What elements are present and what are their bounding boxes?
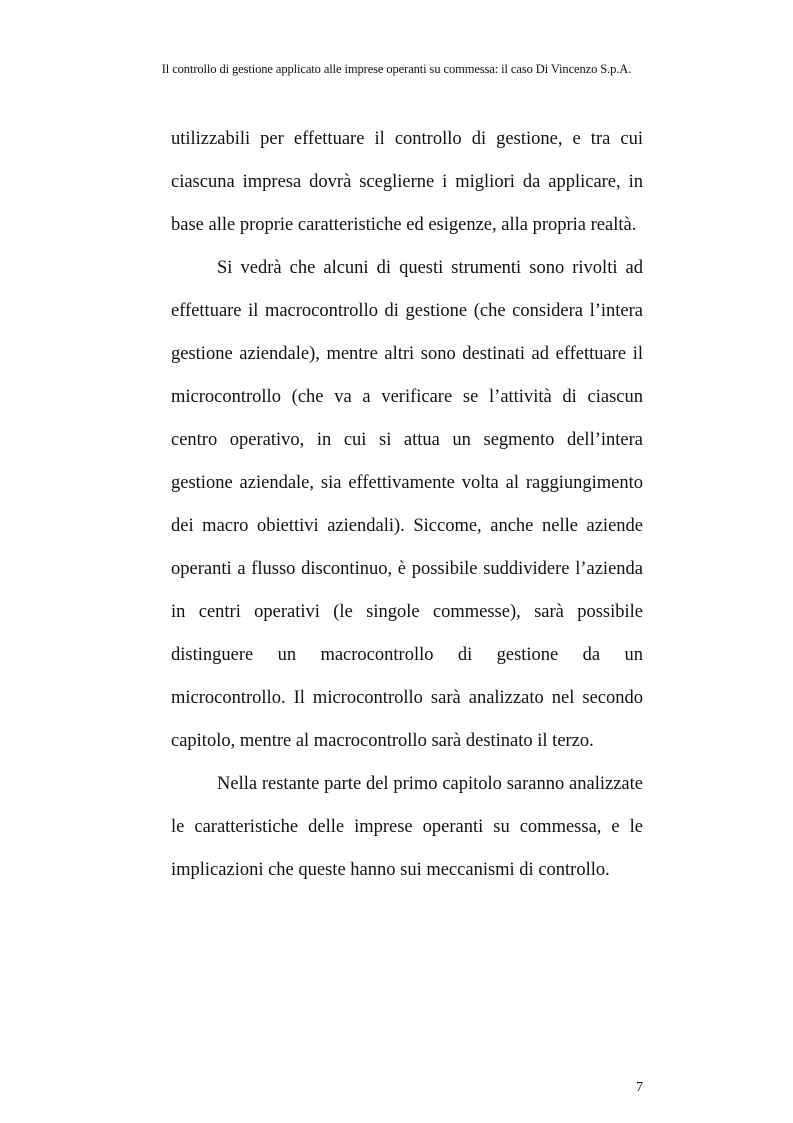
paragraph-2: Si vedrà che alcuni di questi strumenti sono rivolti ad effettuare il macrocontrollo di gestione (che considera l’intera gestione aziendale), mentre altri sono destinati ad effettuare il microcontrollo (che va a verificare se l’attività di ciascun centro operativo, in cui si attua un segmento dell’intera gestione aziendale, sia effettivamente volta al raggiungimento dei macro obiettivi aziendali). Siccome, anche nelle aziende operanti a flusso discontinuo, è possibile suddividere l’azienda in centri operativi (le singole commesse), sarà possibile distinguere un macrocontrollo di gestione da un microcontrollo. Il microcontrollo sarà analizzato nel secondo capitolo, mentre al macrocontrollo sarà destinato il terzo. bbox=[171, 258, 643, 751]
body-text bbox=[171, 118, 643, 892]
page-number: 7 bbox=[636, 1080, 643, 1095]
running-header: Il controllo di gestione applicato alle imprese operanti su commessa: il caso Di Vincenzo S.p.A. bbox=[161, 62, 632, 76]
paragraph-3: Nella restante parte del primo capitolo saranno analizzate le caratteristiche delle imprese operanti su commessa, e le implicazioni che queste hanno sui meccanismi di controllo. bbox=[171, 774, 643, 880]
paragraph-1: utilizzabili per effettuare il controllo di gestione, e tra cui ciascuna impresa dovrà sceglierne i migliori da applicare, in base alle proprie caratteristiche ed esigenze, alla propria realtà. bbox=[171, 129, 643, 235]
